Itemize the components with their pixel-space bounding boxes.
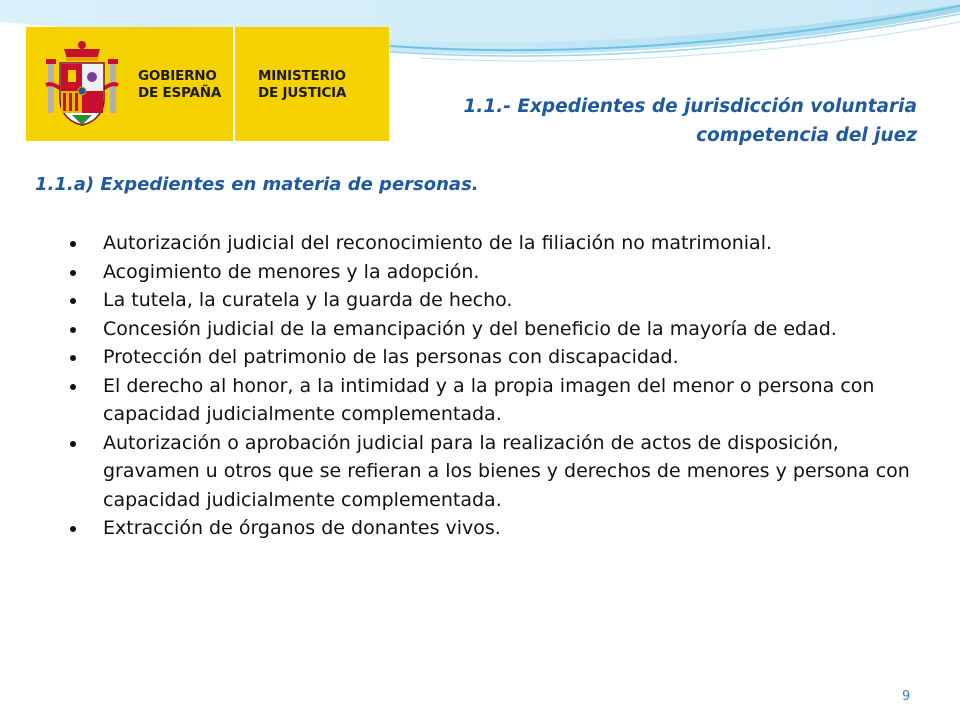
list-item [70,514,940,543]
logo-ministry-label [258,68,346,102]
logo-divider [233,27,235,141]
logo-line-espana: DE ESPAÑA [138,85,222,101]
bullet-icon [70,327,76,333]
list-item-text: Autorización o aprobación judicial para la realización de actos de disposición, gravamen u otros que se refieran a los bienes y derechos de menores y persona con capacidad judicialmente complementada. [103,431,910,511]
page-number: 9 [902,689,911,704]
logo-line-gobierno: GOBIERNO [138,68,217,84]
bullet-icon [70,241,76,247]
bullet-icon [70,526,76,532]
list-item-text: El derecho al honor, a la intimidad y a la propia imagen del menor o persona con capacidad judicialmente complementada. [103,374,875,425]
list-item [70,229,940,258]
list-item [70,315,940,344]
logo-government-label [138,68,221,102]
bullet-icon [70,270,76,276]
bullet-list [70,229,940,543]
list-item [70,372,940,429]
list-item [70,286,940,315]
list-item-text: Extracción de órganos de donantes vivos. [103,517,501,539]
bullet-icon [70,298,76,304]
logo-line-ministerio: MINISTERIO [258,68,346,84]
list-item-text: La tutela, la curatela y la guarda de hecho. [103,289,513,311]
list-item-text: Acogimiento de menores y la adopción. [103,260,480,283]
slide-title-line-1: 1.1.- Expedientes de jurisdicción voluntaria [463,96,917,117]
bullet-icon [70,384,76,390]
list-item-text: Concesión judicial de la emancipación y del beneficio de la mayoría de edad. [103,317,837,340]
bullet-icon [70,441,76,447]
section-subtitle: 1.1.a) Expedientes en materia de personas. [35,174,479,195]
list-item [70,258,940,287]
government-logo [26,27,389,141]
spanish-coat-of-arms-icon [42,37,122,133]
list-item [70,429,940,515]
bullet-icon [70,355,76,361]
list-item-text: Autorización judicial del reconocimiento de la filiación no matrimonial. [103,232,773,254]
logo-line-justicia: DE JUSTICIA [258,85,347,101]
list-item [70,343,940,372]
slide-title-line-2: competencia del juez [696,125,917,146]
slide-title [463,92,917,150]
list-item-text: Protección del patrimonio de las personas con discapacidad. [103,346,679,368]
